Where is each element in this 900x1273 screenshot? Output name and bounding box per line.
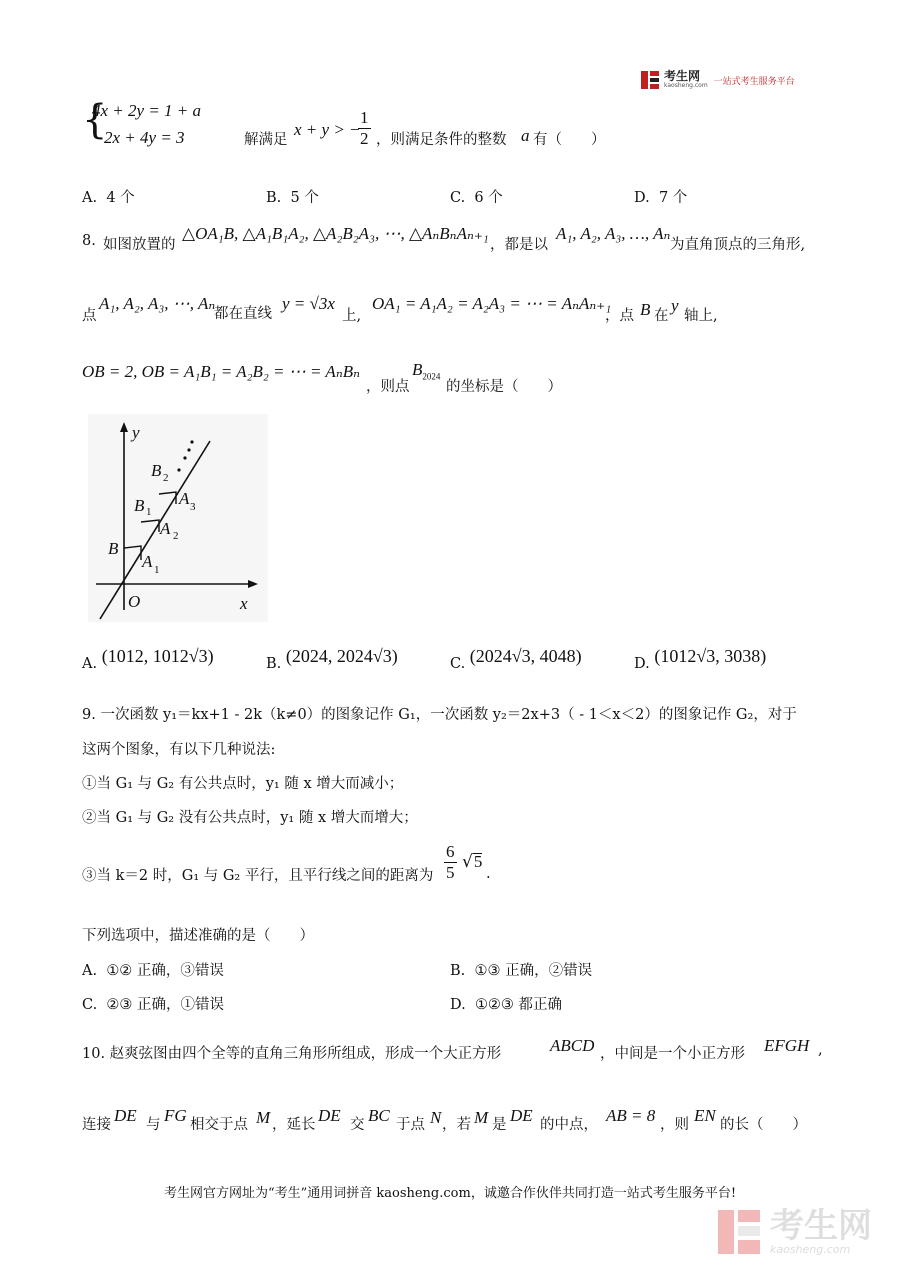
q10-text: 的中点，	[540, 1117, 598, 1133]
q7-variable: a	[521, 126, 530, 145]
header-tagline: 一站式考生服务平台	[713, 76, 795, 87]
q9-line2: 这两个图象，有以下几种说法:	[82, 742, 276, 758]
q10-segment-bc: BC	[368, 1106, 390, 1125]
q7-text-c: 有（ ）	[533, 132, 606, 148]
q10-line1-b: ，中间是一个小正方形	[600, 1046, 745, 1062]
q10-point-m-2: M	[474, 1108, 489, 1127]
option-label: A.	[82, 190, 98, 206]
q10-small-square: EFGH	[764, 1036, 810, 1055]
fraction-numerator: 6	[446, 842, 455, 861]
q7-text-a: 解满足	[244, 132, 288, 148]
q9-option-d[interactable]	[450, 993, 562, 1014]
q8-point-b: B	[640, 300, 651, 319]
logo-brand-name: 考生网	[664, 69, 701, 83]
q9-option-b[interactable]	[450, 959, 592, 980]
figure-subscript-2: 2	[163, 472, 169, 484]
figure-background	[88, 414, 268, 622]
option-text: 6 个	[474, 190, 503, 206]
option-text: ①② 正确，③错误	[106, 963, 224, 979]
q7-text-b: ，则满足条件的整数	[376, 132, 507, 148]
option-label: D.	[634, 656, 650, 672]
option-text: ①③ 正确，②错误	[474, 963, 593, 979]
figure-label-x: x	[240, 594, 248, 613]
q9-option-a[interactable]	[82, 959, 224, 980]
watermark-logo-icon	[716, 1208, 764, 1256]
ellipsis-dot	[187, 448, 190, 451]
option-label: C.	[450, 656, 466, 672]
q8-line2-e: 在	[654, 308, 669, 324]
q10-text: ，若	[442, 1117, 471, 1133]
q10-text: 是	[492, 1117, 507, 1133]
watermark-text: 考生网	[770, 1205, 872, 1246]
footer-text: 考生网官方网址为“考生”通用词拼音 kaosheng.com，诚邀合作伙伴共同打造一站式考生服务平台!	[163, 1186, 737, 1201]
q9-statement-2: ②当 G₁ 与 G₂ 没有公共点时，y₁ 随 x 增大而增大；	[82, 810, 418, 826]
q8-line2-b: 都在直线	[214, 306, 272, 322]
q7-option-a[interactable]	[82, 186, 135, 207]
figure-subscript-1: 1	[154, 564, 160, 576]
option-text: 7 个	[658, 190, 688, 206]
option-text: ①②③ 都正确	[474, 997, 563, 1013]
q9-option-c[interactable]	[82, 993, 224, 1014]
q8-line2-c: 上,	[342, 308, 362, 324]
q10-text: 交	[350, 1117, 365, 1133]
q8-line1-b: ，都是以	[490, 237, 548, 253]
q9-prompt: 下列选项中，描述准确的是（ ）	[82, 928, 314, 944]
q10-ab-equation: AB = 8	[606, 1106, 656, 1125]
q10-point-n: N	[430, 1108, 442, 1127]
q8-option-d[interactable]	[634, 646, 766, 672]
q8-vertices: A₁, A₂, A₃, …, Aₙ	[556, 224, 671, 243]
figure-label-origin: O	[128, 592, 141, 611]
option-text: (1012, 1012√3)	[101, 646, 214, 666]
ellipsis-dot	[190, 440, 193, 443]
figure-label-b: B	[108, 539, 119, 558]
q8-line2-f: 轴上,	[684, 308, 718, 324]
q8-line1-a: 如图放置的	[103, 237, 176, 253]
q7-fraction	[358, 108, 371, 149]
q10-text: 相交于点	[190, 1117, 248, 1133]
option-text: 5 个	[290, 190, 319, 206]
q8-target-point: $B_{2024}$	[412, 360, 441, 382]
q10-text: 的长（ ）	[720, 1117, 807, 1133]
q10-segment-de-2: DE	[318, 1106, 341, 1125]
q9-line1: 9. 一次函数 y₁＝kx+1 - 2k（k≠0）的图象记作 G₁，一次函数 y₂＝2x+3（ - 1＜x＜2）的图象记作 G₂，对于	[82, 707, 797, 723]
q8-points: A₁, A₂, A₃, ⋯, Aₙ	[99, 294, 216, 313]
option-label: C.	[82, 997, 98, 1013]
figure-label-y: y	[132, 423, 140, 442]
q8-segments: OA₁ = A₁A₂ = A₂A₃ = ⋯ = AₙAₙ₊₁	[372, 294, 612, 313]
q9-statement-3: ③当 k＝2 时，G₁ 与 G₂ 平行，且平行线之间的距离为	[82, 868, 434, 884]
watermark-domain: kaosheng.com	[770, 1242, 851, 1256]
q8-line2-a: 点	[82, 308, 97, 324]
q9-statement-3-end: .	[486, 866, 491, 882]
figure-subscript-3: 3	[190, 501, 196, 513]
ellipsis-dot	[183, 456, 186, 459]
q9-statement-1: ①当 G₁ 与 G₂ 有公共点时，y₁ 随 x 增大而减小；	[82, 776, 404, 792]
figure-label-a1: A	[142, 552, 153, 571]
option-text: (2024√3, 4048)	[469, 646, 582, 666]
q10-text: 连接	[82, 1117, 111, 1133]
q9-radical: √5	[462, 852, 483, 872]
logo-icon	[640, 70, 660, 90]
option-label: B.	[450, 963, 466, 979]
q10-text: 与	[146, 1117, 161, 1133]
q8-line3-b: 的坐标是（ ）	[446, 379, 562, 395]
figure-label-b2: B	[151, 461, 162, 480]
logo-brand-domain: kaosheng.com	[664, 82, 708, 89]
figure-label-b1: B	[134, 496, 145, 515]
option-label: D.	[634, 190, 650, 206]
option-label: B.	[266, 656, 282, 672]
q10-text: ，延长	[272, 1117, 316, 1133]
q8-line3-equation: OB = 2, OB = A₁B₁ = A₂B₂ = ⋯ = AₙBₙ	[82, 362, 360, 381]
equation-1: 4x + 2y = 1 + a	[92, 101, 202, 120]
q7-condition: x + y > −	[294, 120, 361, 139]
header-logo[interactable]	[640, 70, 795, 90]
figure-label-a2: A	[160, 519, 171, 538]
option-label: A.	[82, 656, 98, 672]
q10-segment-en: EN	[694, 1106, 716, 1125]
figure-label-a3: A	[179, 489, 190, 508]
option-label: D.	[450, 997, 466, 1013]
figure-subscript-1: 1	[146, 506, 152, 518]
q8-line-equation: y = √3x	[282, 294, 335, 313]
ellipsis-dot	[177, 468, 180, 471]
option-text: (1012√3, 3038)	[654, 646, 767, 666]
fraction-denominator: 5	[446, 863, 455, 882]
q7-option-b[interactable]	[266, 186, 319, 207]
q8-line1-c: 为直角顶点的三角形,	[670, 237, 806, 253]
option-text: (2024, 2024√3)	[285, 646, 398, 666]
fraction-numerator: 1	[360, 108, 369, 127]
q9-fraction	[444, 842, 457, 883]
system-brace: {	[82, 97, 108, 143]
q8-triangles: △OA₁B, △A₁B₁A₂, △A₂B₂A₃, ⋯, △AₙBₙAₙ₊₁	[182, 224, 489, 243]
q10-segment-de-3: DE	[510, 1106, 533, 1125]
q8-number: 8.	[82, 233, 96, 249]
q8-option-b[interactable]	[266, 646, 398, 672]
q10-segment-de: DE	[114, 1106, 137, 1125]
q8-line3-a: ，则点	[366, 379, 410, 395]
q10-line1-a: 10. 赵爽弦图由四个全等的直角三角形所组成，形成一个大正方形	[82, 1046, 502, 1062]
option-label: C.	[450, 190, 466, 206]
option-text: 4 个	[106, 190, 135, 206]
q7-option-c[interactable]	[450, 186, 503, 207]
fraction-denominator: 2	[360, 129, 369, 148]
q7-option-d[interactable]	[634, 186, 687, 207]
q10-big-square: ABCD	[550, 1036, 595, 1055]
q10-text: ，则	[660, 1117, 689, 1133]
q10-segment-fg: FG	[164, 1106, 187, 1125]
q8-option-a[interactable]	[82, 646, 214, 672]
equation-2: 2x + 4y = 3	[104, 128, 185, 147]
q8-option-c[interactable]	[450, 646, 582, 672]
figure-subscript-2: 2	[173, 530, 179, 542]
q8-line2-d: ，点	[605, 308, 634, 324]
q8-axis-y: y	[671, 296, 679, 315]
option-label: B.	[266, 190, 282, 206]
watermark	[716, 1205, 872, 1256]
q10-text: 于点	[396, 1117, 425, 1133]
q10-line1-c: ,	[818, 1042, 823, 1058]
option-text: ②③ 正确，①错误	[106, 997, 225, 1013]
option-label: A.	[82, 963, 98, 979]
q8-figure	[88, 414, 268, 622]
q10-point-m: M	[256, 1108, 271, 1127]
